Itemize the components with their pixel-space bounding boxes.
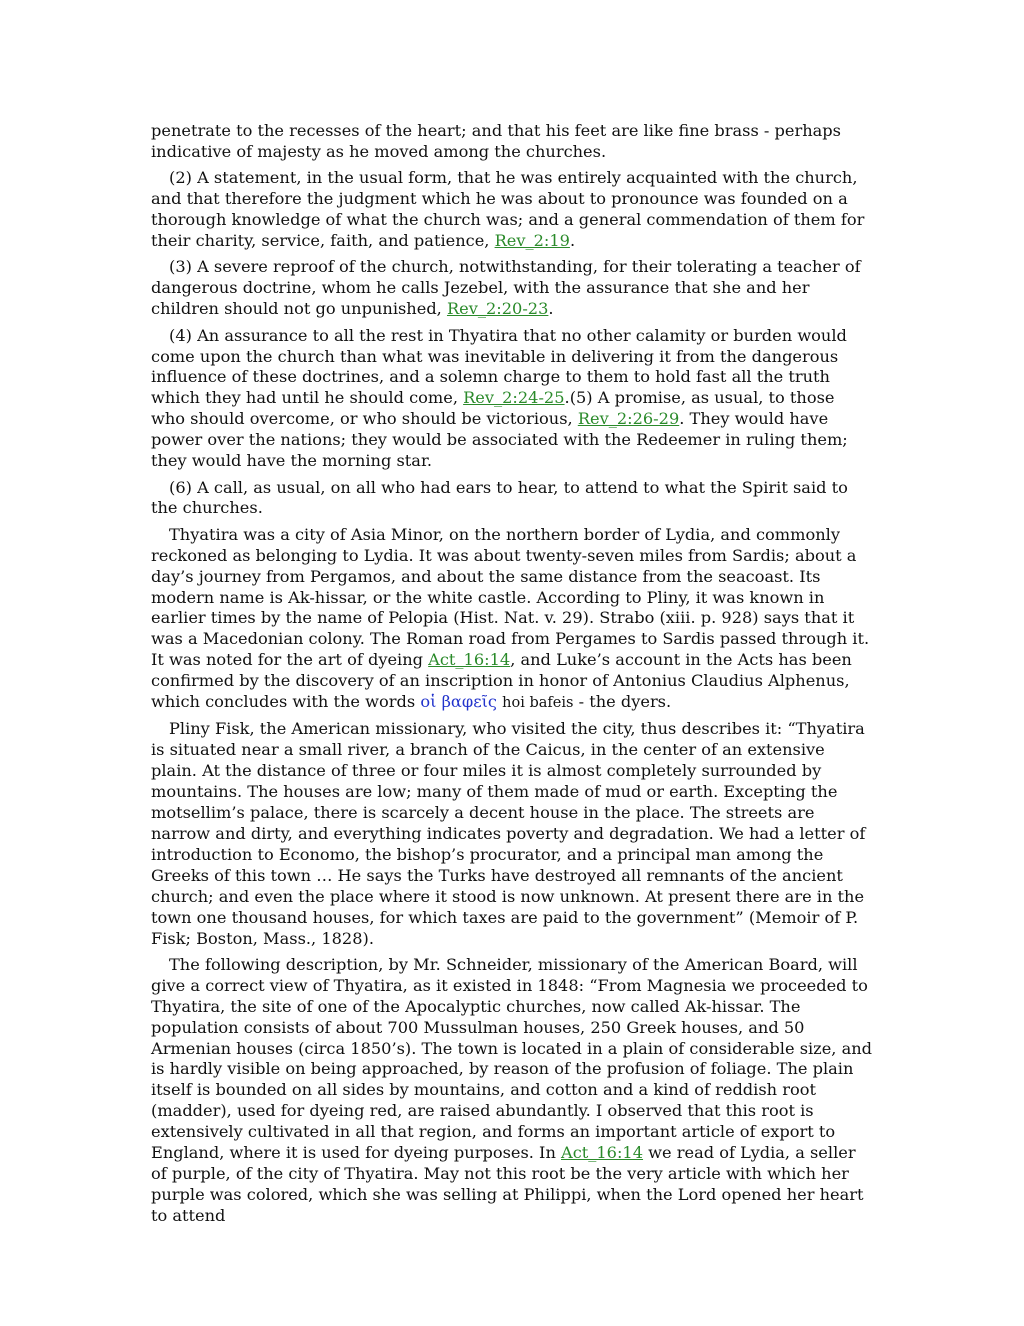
scripture-link-rev-2-19[interactable]: Rev_2:19 bbox=[494, 231, 570, 251]
paragraph-5: (6) A call, as usual, on all who had ears to hear, to attend to what the Spirit said to the churches. bbox=[151, 477, 848, 518]
scripture-link-act-16-14-second[interactable]: Act_16:14 bbox=[561, 1143, 644, 1163]
scripture-link-rev-2-20-23[interactable]: Rev_2:20-23 bbox=[446, 299, 549, 319]
paragraph-continuation: penetrate to the recesses of the heart; and that his feet are like fine brass - perhaps indicative of majesty as he moved among the churches. bbox=[151, 121, 841, 161]
transliteration: hoi bafeis bbox=[502, 695, 574, 712]
scripture-link-rev-2-26-29[interactable]: Rev_2:26-29 bbox=[577, 409, 680, 429]
paragraph-4: (4) An assurance to all the rest in Thyatira that no other calamity or burden would come upon the church than what was inevitable in delivering it from the dangerous influence of these doctrines, and a solemn charge to them to hold fast all the truth which they had until he should come, Rev_2:24-25.(5) A promise, as usual, to those who should overcome, or who should be victorious, Rev_2:26-29. They would have power over the nations; they would be associated with the Redeemer in ruling them; they would have the morning star. bbox=[151, 325, 848, 471]
paragraph-2: (2) A statement, in the usual form, that he was entirely acquainted with the church, and that therefore the judgment which he was about to pronounce was founded on a thorough knowledge of what the church was; and a general commendation of them for their charity, service, faith, and patience, Rev_2:19. bbox=[151, 168, 865, 251]
scripture-link-rev-2-24-25[interactable]: Rev_2:24-25 bbox=[463, 388, 565, 408]
scripture-link-act-16-14[interactable]: Act_16:14 bbox=[428, 650, 511, 670]
paragraph-schneider: The following description, by Mr. Schneider, missionary of the American Board, will give a correct view of Thyatira, as it existed in 1848: “From Magnesia we proceeded to Thyatira, the site of one of the Apocalyptic churches, now called Ak-hissar. The population consists of about 700 Mussulman houses, 250 Greek houses, and 50 Armenian houses (circa 1850’s). The town is located in a plain of considerable size, and is hardly visible on being approached, by reason of the profusion of foliage. The plain itself is bounded on all sides by mountains, and cotton and a kind of reddish root (madder), used for dyeing red, are raised abundantly. I observed that this root is extensively cultivated in all that region, and forms an important article of export to England, where it is used for dyeing purposes. In Act_16:14 we read of Lydia, a seller of purple, of the city of Thyatira. May not this root be the very article with which her purple was colored, which she was selling at Philippi, when the Lord opened her heart to attend bbox=[151, 954, 873, 1225]
paragraph-fisk: Pliny Fisk, the American missionary, who visited the city, thus describes it: “Thyatira is situated near a small river, a branch of the Caicus, in the center of an extensive plain. At the distance of three or four miles it is almost completely surrounded by mountains. The houses are low; many of them made of mud or earth. Excepting the motsellim’s palace, there is scarcely a decent house in the place. The streets are narrow and dirty, and everything indicates poverty and degradation. We had a letter of introduction to Economo, the bishop’s procurator, and a principal man among the Greeks of this town … He says the Turks have destroyed all remnants of the ancient church; and even the place where it stood is now unknown. At present there are in the town one thousand houses, for which taxes are paid to the government” (Memoir of P. Fisk; Boston, Mass., 1828). bbox=[151, 719, 866, 948]
paragraph-3: (3) A severe reproof of the church, notwithstanding, for their tolerating a teacher of dangerous doctrine, whom he calls Jezebel, with the assurance that she and her children should not go unpunished, Rev_2:20-23. bbox=[151, 257, 861, 319]
document-page bbox=[151, 121, 873, 1232]
paragraph-thyatira: Thyatira was a city of Asia Minor, on the northern border of Lydia, and commonly reckoned as belonging to Lydia. It was about twenty-seven miles from Sardis; about a day’s journey from Pergamos, and about the same distance from the seacoast. Its modern name is Ak-hissar, or the white castle. According to Pliny, it was known in earlier times by the name of Pelopia (Hist. Nat. v. 29). Strabo (xiii. p. 928) says that it was a Macedonian colony. The Roman road from Pergames to Sardis passed through it. It was noted for the art of dyeing Act_16:14, and Luke’s account in the Acts has been confirmed by the discovery of an inscription in honor of Antonius Claudius Alphenus, which concludes with the words οἱ βαφεῖς hoi bafeis - the dyers. bbox=[151, 524, 870, 712]
greek-phrase: οἱ βαφεῖς bbox=[420, 692, 497, 712]
